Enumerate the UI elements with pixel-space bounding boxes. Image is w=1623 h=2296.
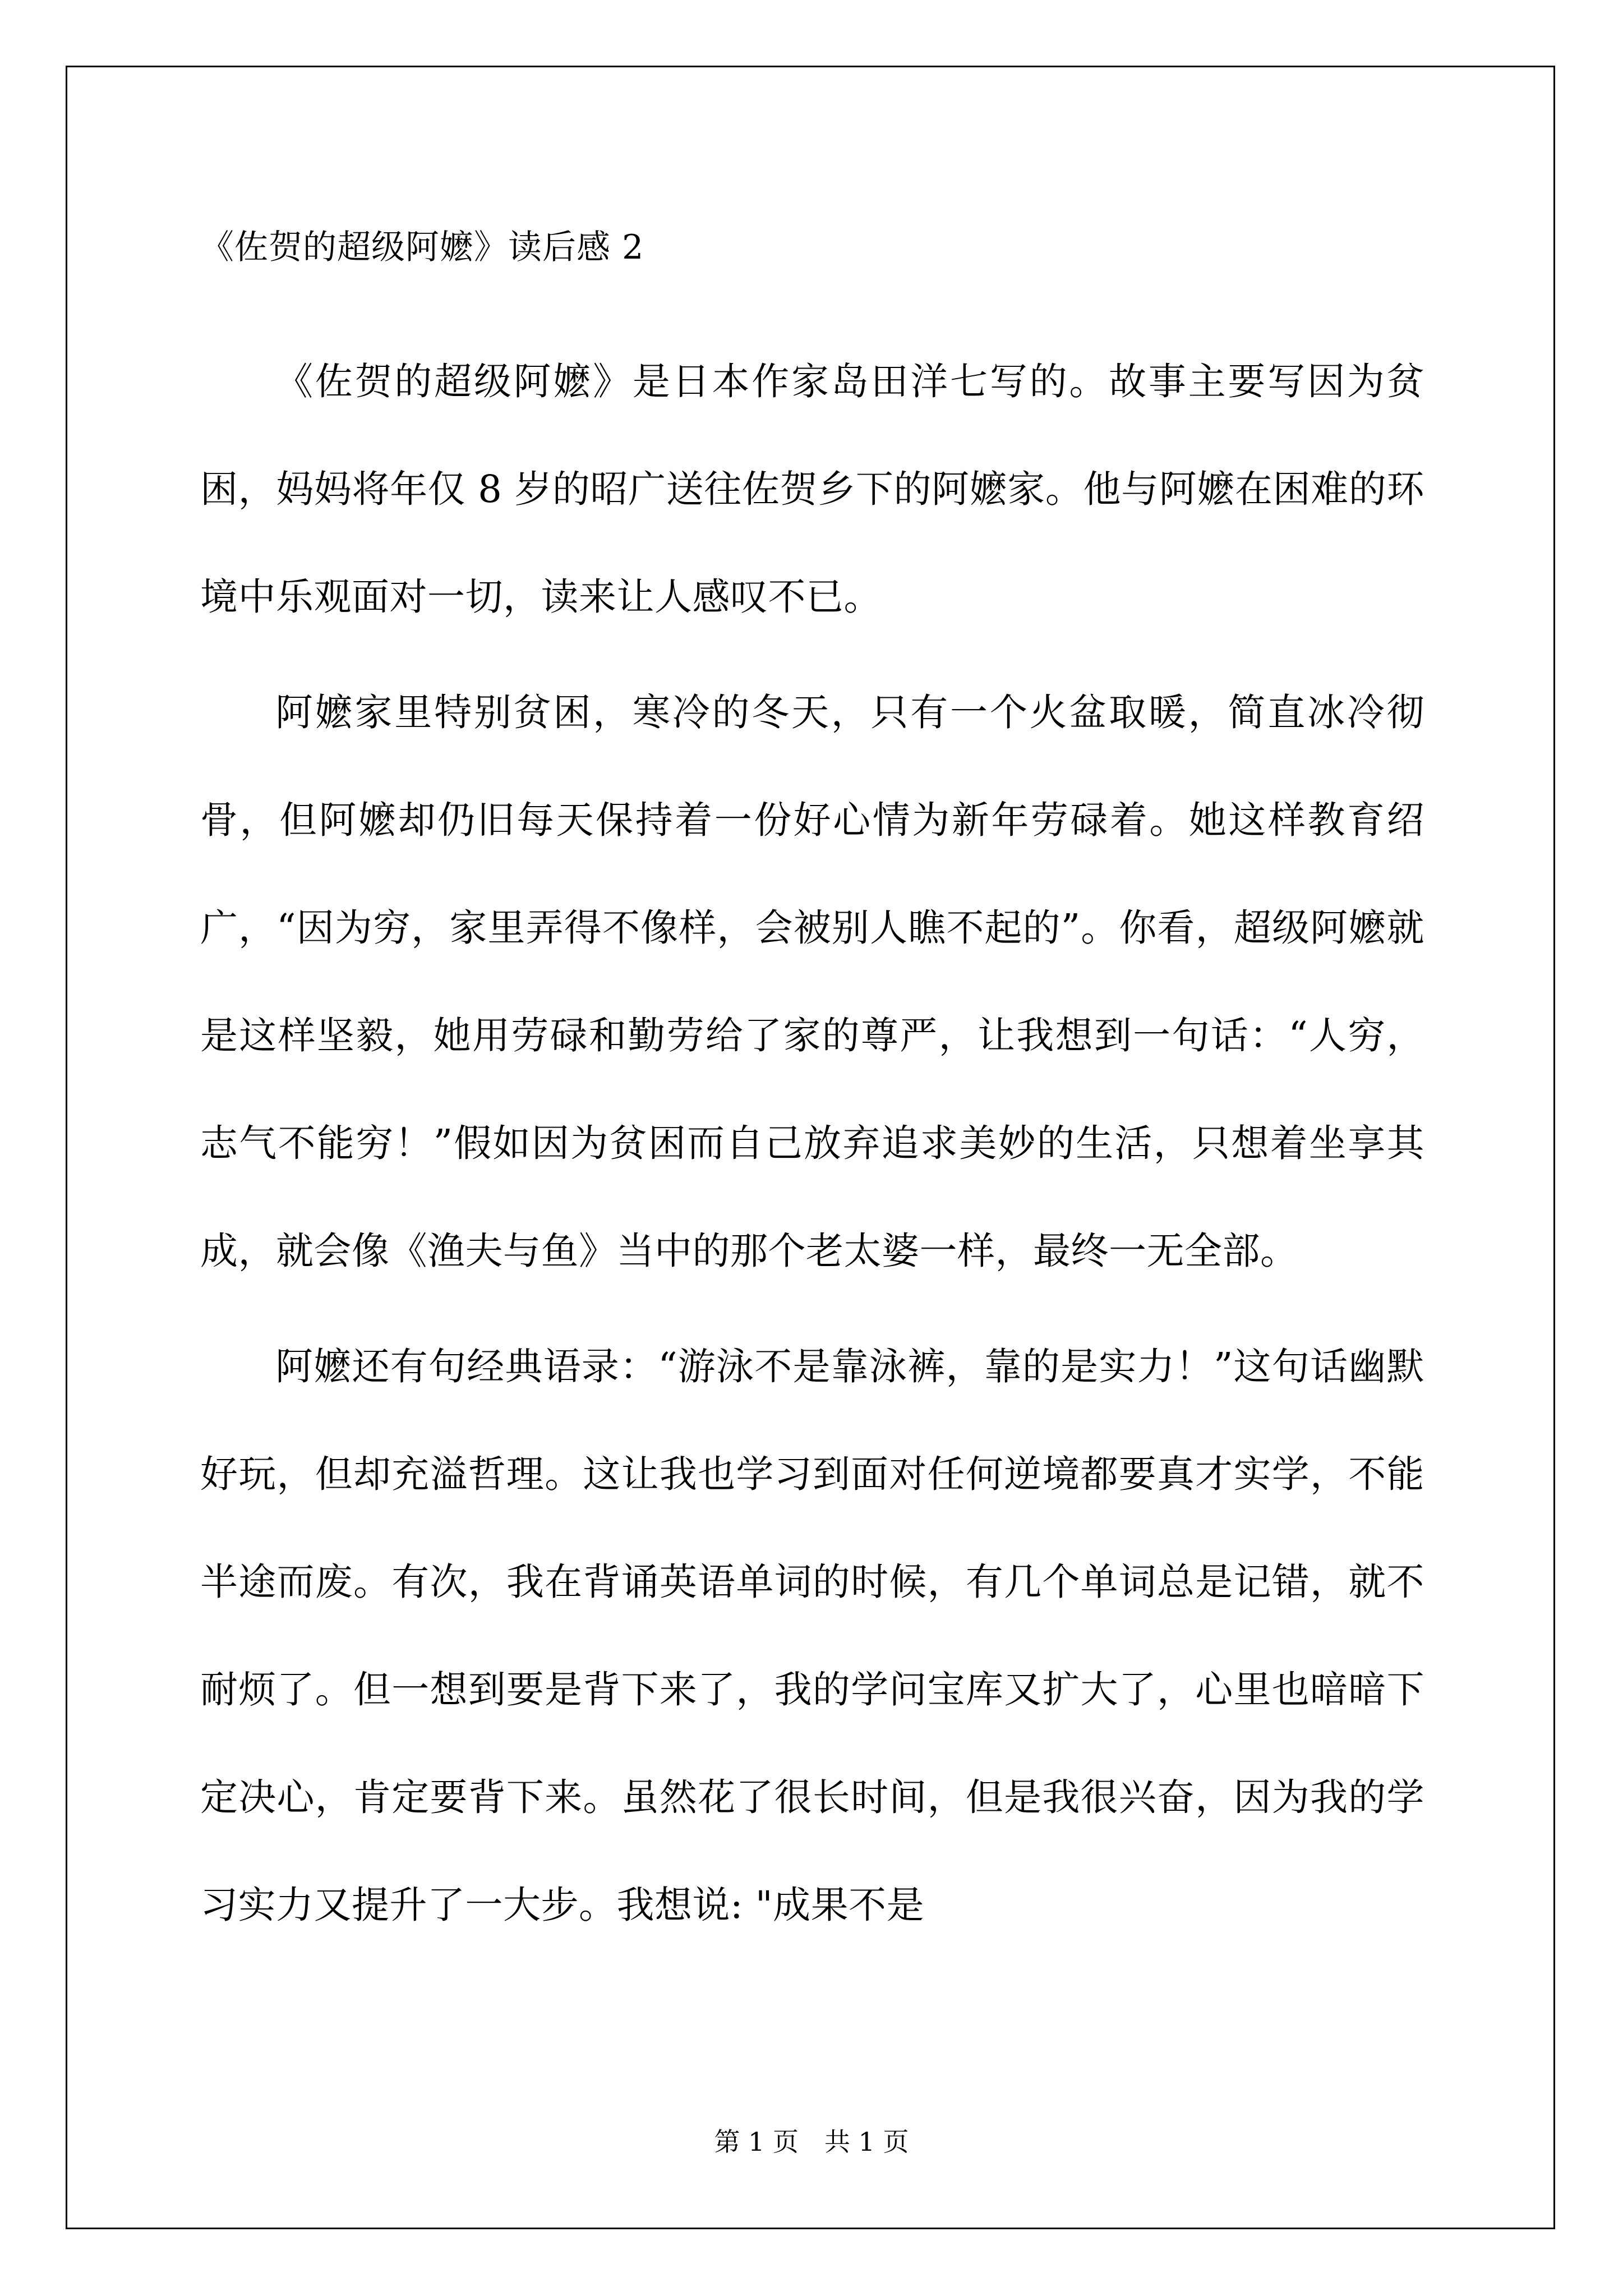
paragraph-2: 阿嬷家里特别贫困，寒冷的冬天，只有一个火盆取暖，简直冰冷彻骨，但阿嬷却仍旧每天保持着一份好心情为新年劳碌着。她这样教育绍广，“因为穷，家里弄得不像样，会被别人瞧不起的”。你看，超级阿嬷就是这样坚毅，她用劳碌和勤劳给了家的尊严，让我想到一句话：“人穷，志气不能穷！”假如因为贫困而自己放弃追求美妙的生活，只想着坐享其成，就会像《渔夫与鱼》当中的那个老太婆一样，最终一无全部。 — [200, 691, 1424, 1273]
paragraph-3: 阿嬷还有句经典语录：“游泳不是靠泳裤，靠的是实力！”这句话幽默好玩，但却充溢哲理。这让我也学习到面对任何逆境都要真才实学，不能半途而废。有次，我在背诵英语单词的时候，有几个单词总是记错，就不耐烦了。但一想到要是背下来了，我的学问宝库又扩大了，心里也暗暗下定决心，肯定要背下来。虽然花了很长时间，但是我很兴奋，因为我的学习实力又提升了一大步。我想说: "成果不是 — [200, 1345, 1424, 1927]
page-footer: 第 1 页 共 1 页 — [714, 2127, 909, 2157]
paragraph-1: 《佐贺的超级阿嬷》是日本作家岛田洋七写的。故事主要写因为贫困，妈妈将年仅 8 岁的昭广送往佐贺乡下的阿嬷家。他与阿嬷在困难的环境中乐观面对一切，读来让人感叹不已。 — [200, 360, 1424, 619]
document-body — [200, 328, 1424, 1959]
document-title: 《佐贺的超级阿嬷》读后感 2 — [200, 228, 644, 267]
